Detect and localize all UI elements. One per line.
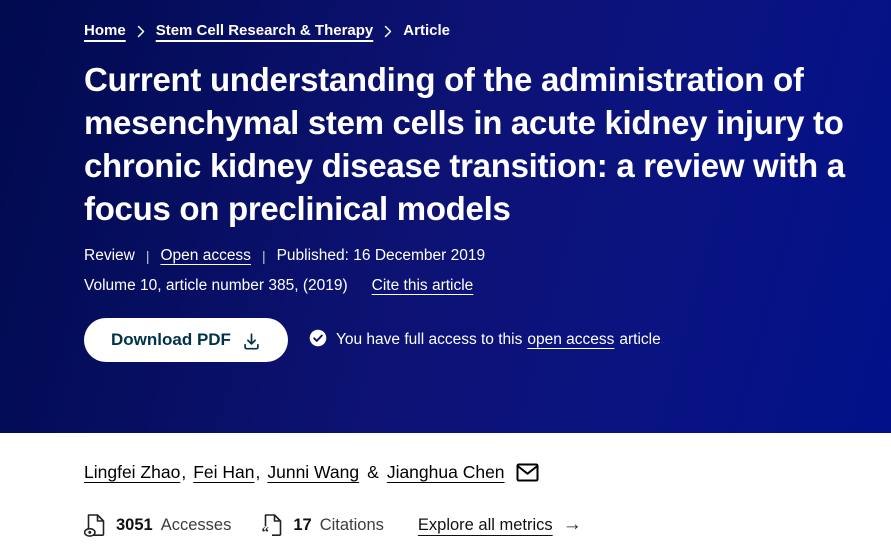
breadcrumb	[84, 22, 851, 39]
arrow-right-icon: →	[562, 514, 582, 535]
breadcrumb-current-article: Article	[403, 22, 450, 39]
accesses-label: Accesses	[160, 515, 232, 534]
author-separator: &	[367, 462, 379, 482]
explore-all-metrics-label: Explore all metrics	[417, 515, 553, 534]
cite-this-article-link[interactable]: Cite this article	[371, 277, 474, 294]
explore-all-metrics-link[interactable]	[418, 514, 582, 536]
breadcrumb-home-link[interactable]: Home	[84, 22, 126, 39]
author-link[interactable]: Junni Wang	[267, 462, 360, 482]
citations-count: 17	[293, 515, 312, 534]
access-note-text	[336, 331, 661, 349]
metrics-bar	[84, 513, 851, 537]
article-type-label: Review	[84, 247, 135, 264]
access-note	[309, 329, 661, 352]
accesses-metric	[84, 513, 231, 537]
chevron-right-icon	[137, 25, 145, 38]
author-separator: ,	[255, 462, 261, 482]
citations-metric	[261, 513, 384, 537]
article-title: Current understanding of the administration of mesenchymal stem cells in acute kidney injury to chronic kidney disease transition: a review with a focus on preclinical models	[84, 61, 845, 227]
separator-pipe: |	[261, 248, 266, 264]
article-meta-row	[84, 247, 851, 265]
access-note-suffix: article	[619, 331, 661, 348]
volume-info-label: Volume 10, article number 385, (2019)	[84, 277, 348, 294]
action-row	[84, 318, 851, 362]
volume-row	[84, 277, 851, 295]
separator-pipe: |	[145, 248, 150, 264]
download-icon	[242, 332, 261, 351]
breadcrumb-journal-link[interactable]: Stem Cell Research & Therapy	[155, 22, 374, 39]
author-link[interactable]: Jianghua Chen	[386, 462, 505, 482]
svg-text:“: “	[261, 525, 270, 537]
check-circle-icon	[309, 329, 327, 352]
access-note-prefix: You have full access to this	[335, 331, 523, 348]
accesses-eye-document-icon	[84, 513, 106, 537]
author-separator: ,	[181, 462, 187, 482]
email-envelope-icon[interactable]	[516, 463, 539, 482]
author-list	[84, 462, 851, 483]
download-pdf-button[interactable]	[84, 318, 288, 362]
open-access-link[interactable]: Open access	[160, 247, 251, 264]
open-access-note-link[interactable]: open access	[527, 331, 615, 348]
citations-label: Citations	[319, 515, 384, 534]
author-link[interactable]: Fei Han	[193, 462, 255, 482]
published-date-label: Published: 16 December 2019	[276, 247, 486, 264]
chevron-right-icon	[384, 25, 392, 38]
author-link[interactable]: Lingfei Zhao	[84, 462, 181, 482]
article-body-header	[0, 433, 891, 537]
citations-quote-document-icon	[261, 513, 283, 537]
download-pdf-label: Download PDF	[111, 330, 231, 349]
accesses-count: 3051	[116, 515, 153, 534]
